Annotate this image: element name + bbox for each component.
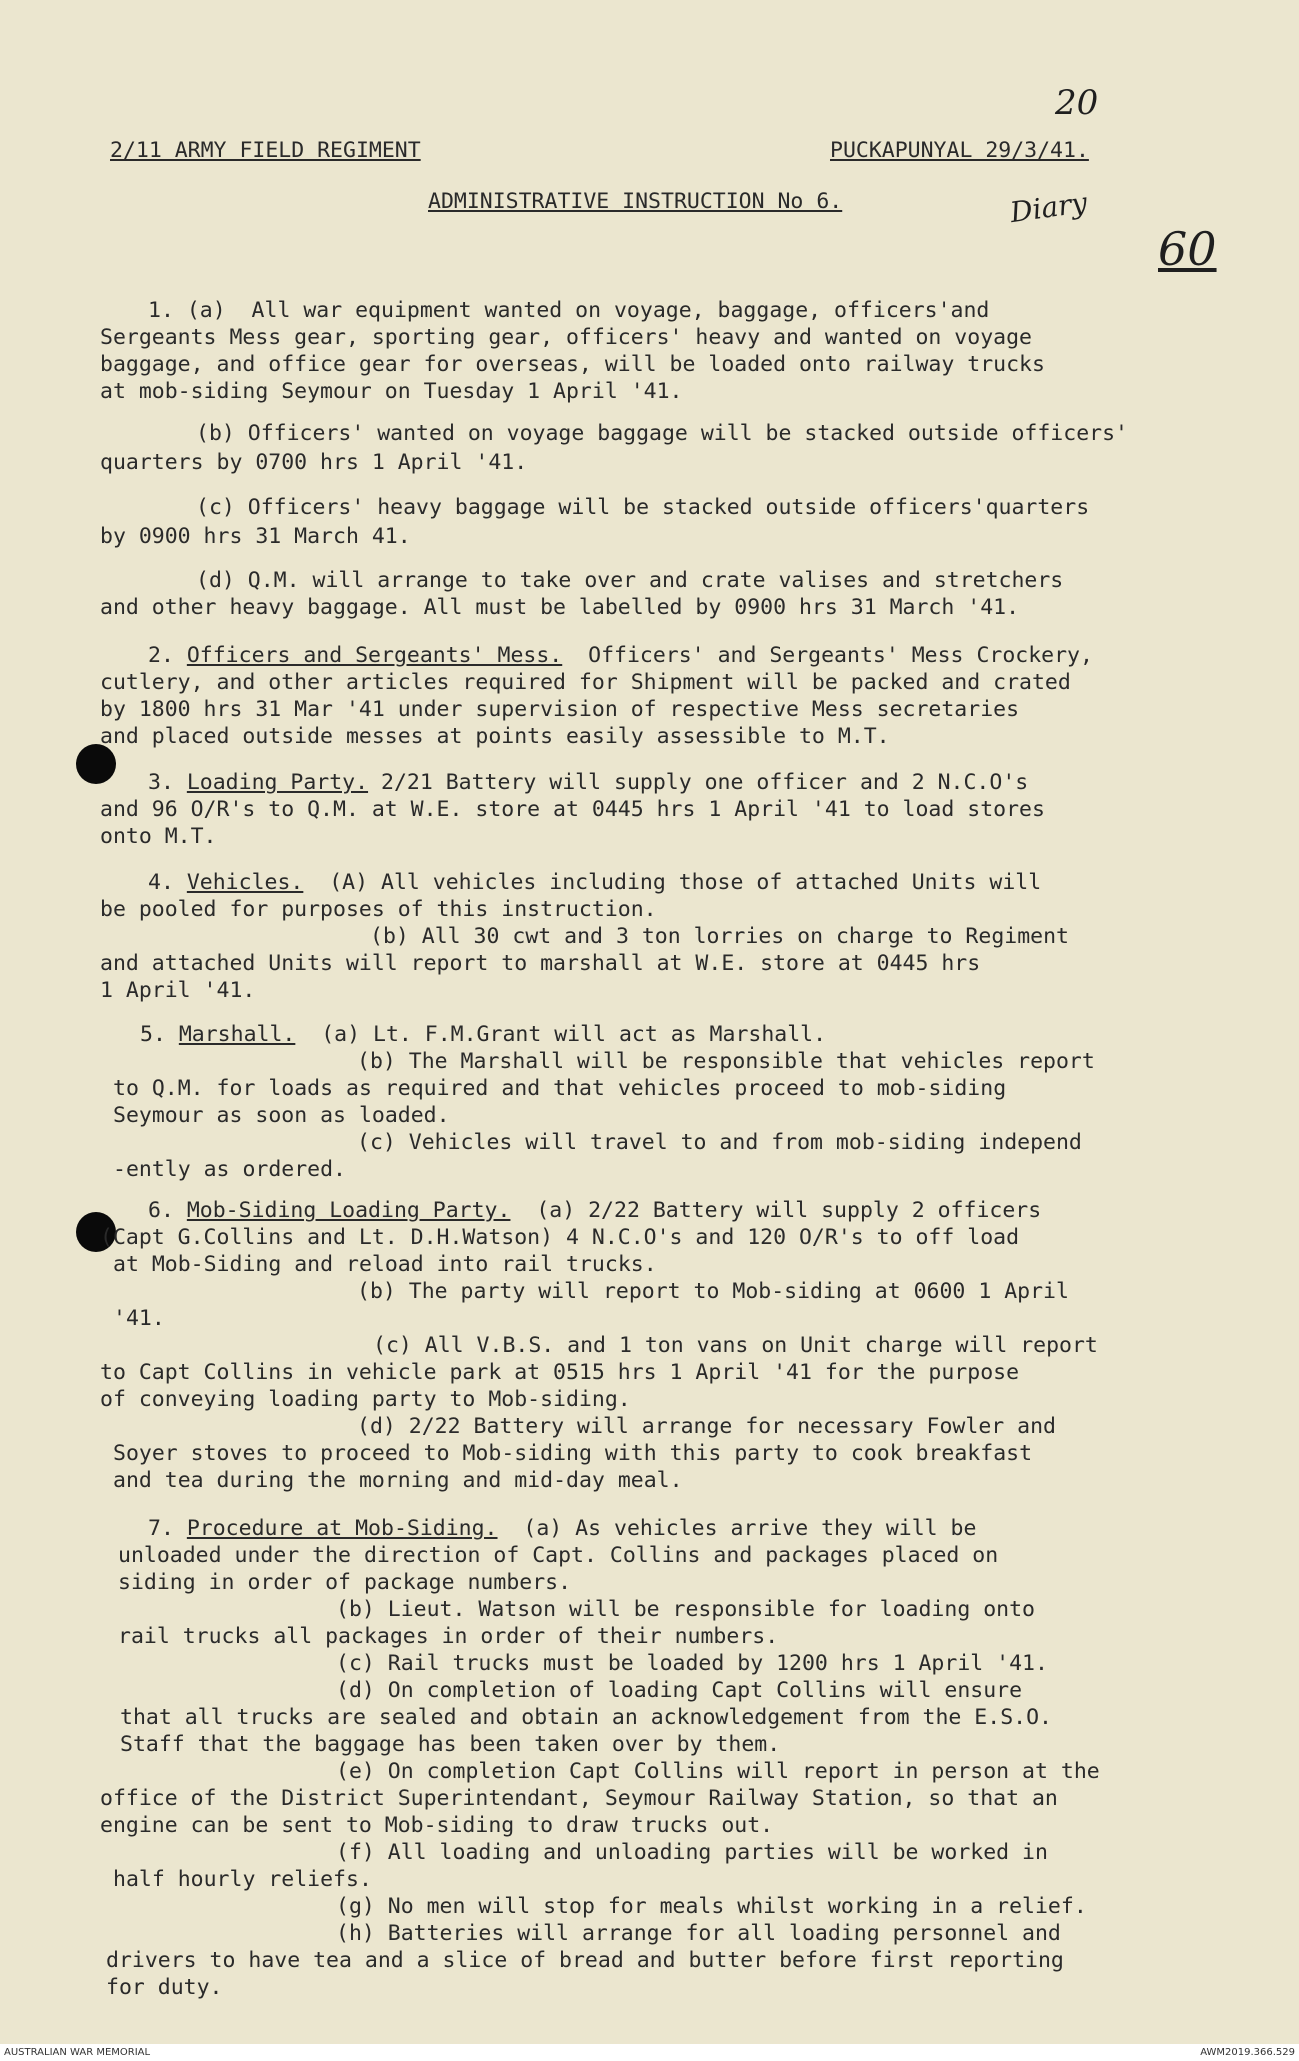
- paragraph-6-line: (d) 2/22 Battery will arrange for necessary Fowler and: [357, 1414, 1056, 1439]
- paragraph-2-line: cutlery, and other articles required for Shipment will be packed and crated: [100, 670, 1071, 695]
- handwritten-initials: Diary: [1008, 185, 1090, 230]
- paragraph-3-line: onto M.T.: [100, 824, 217, 849]
- paragraph-5-line: to Q.M. for loads as required and that vehicles proceed to mob-siding: [113, 1076, 1007, 1101]
- paragraph-7-line: (h) Batteries will arrange for all loading personnel and: [336, 1921, 1061, 1946]
- paragraph-7-line: (f) All loading and unloading parties will be worked in: [336, 1840, 1048, 1865]
- paragraph-6-line: and tea during the morning and mid-day meal.: [113, 1468, 683, 1493]
- paragraph-7-line: half hourly reliefs.: [113, 1867, 372, 1892]
- handwritten-page-number: 20: [1055, 83, 1099, 123]
- handwritten-folio-number: 60: [1158, 222, 1217, 276]
- paragraph-6-line: to Capt Collins in vehicle park at 0515 hrs 1 April '41 for the purpose: [100, 1360, 1020, 1385]
- paragraph-text: Officers' and Sergeants' Mess Crockery,: [562, 643, 1093, 668]
- section-heading-vehicles: Vehicles.: [186, 870, 304, 895]
- paragraph-2-line: and placed outside messes at points easily assessible to M.T.: [100, 724, 890, 749]
- paragraph-7-line: (c) Rail trucks must be loaded by 1200 hrs 1 April '41.: [336, 1651, 1048, 1676]
- paragraph-5-line: Seymour as soon as loaded.: [113, 1103, 450, 1128]
- section-heading-procedure: Procedure at Mob-Siding.: [186, 1516, 498, 1541]
- paragraph-number: 6.: [148, 1198, 187, 1223]
- paragraph-text: (A) All vehicles including those of attached Units will: [303, 870, 1042, 895]
- paragraph-text: (a) 2/22 Battery will supply 2 officers: [510, 1198, 1042, 1223]
- paragraph-3-line: and 96 O/R's to Q.M. at W.E. store at 0445 hrs 1 April '41 to load stores: [100, 797, 1045, 822]
- paragraph-6-line: at Mob-Siding and reload into rail trucks.: [113, 1252, 657, 1277]
- paragraph-number: 2.: [148, 643, 187, 668]
- paragraph-5-line: -ently as ordered.: [113, 1157, 346, 1182]
- paragraph-7-line: engine can be sent to Mob-siding to draw trucks out.: [100, 1813, 774, 1838]
- paragraph-6-line: (Capt G.Collins and Lt. D.H.Watson) 4 N.C.O's and 120 O/R's to off load: [100, 1225, 1020, 1250]
- paragraph-7-line: (g) No men will stop for meals whilst working in a relief.: [336, 1894, 1087, 1919]
- paragraph-number: 3.: [148, 770, 187, 795]
- paragraph-1c-line: by 0900 hrs 31 March 41.: [100, 524, 411, 549]
- punch-hole-top: [76, 744, 116, 784]
- paragraph-7-line: (e) On completion Capt Collins will report in person at the: [336, 1759, 1100, 1784]
- paragraph-2-line: by 1800 hrs 31 Mar '41 under supervision of respective Mess secretaries: [100, 697, 1020, 722]
- paragraph-7-line: Staff that the baggage has been taken over by them.: [120, 1732, 781, 1757]
- paragraph-1c-line: (c) Officers' heavy baggage will be stacked outside officers'quarters: [196, 495, 1090, 520]
- document-title: ADMINISTRATIVE INSTRUCTION No 6.: [428, 189, 843, 214]
- paragraph-text: (a) As vehicles arrive they will be: [497, 1516, 977, 1541]
- paragraph-7-line: [148, 1518, 976, 1540]
- paragraph-4-line: be pooled for purposes of this instruction.: [100, 897, 657, 922]
- paragraph-6-line: (c) All V.B.S. and 1 ton vans on Unit charge will report: [373, 1333, 1098, 1358]
- paragraph-4-line: [148, 872, 1041, 894]
- paragraph-7-line: unloaded under the direction of Capt. Collins and packages placed on: [118, 1543, 999, 1568]
- paragraph-5-line: (b) The Marshall will be responsible that vehicles report: [357, 1049, 1095, 1074]
- section-heading-marshall: Marshall.: [178, 1022, 296, 1047]
- paragraph-6-line: Soyer stoves to proceed to Mob-siding with this party to cook breakfast: [113, 1441, 1033, 1466]
- paragraph-7-line: rail trucks all packages in order of their numbers.: [118, 1624, 779, 1649]
- paragraph-text: 2/21 Battery will supply one officer and 2 N.C.O's: [368, 770, 1029, 795]
- paragraph-6-line: of conveying loading party to Mob-siding.: [100, 1387, 631, 1412]
- paragraph-5-line: (c) Vehicles will travel to and from mob-siding independ: [357, 1130, 1082, 1155]
- paragraph-2-line: [148, 645, 1093, 667]
- section-heading-mob-siding-party: Mob-Siding Loading Party.: [186, 1198, 511, 1223]
- paragraph-4-line: (b) All 30 cwt and 3 ton lorries on charge to Regiment: [370, 924, 1069, 949]
- paragraph-number: 7.: [148, 1516, 187, 1541]
- paragraph-number: 4.: [148, 870, 187, 895]
- paragraph-1b-line: quarters by 0700 hrs 1 April '41.: [100, 450, 528, 475]
- footer-source: AUSTRALIAN WAR MEMORIAL: [4, 2047, 151, 2058]
- paragraph-7-line: (b) Lieut. Watson will be responsible for loading onto: [336, 1597, 1035, 1622]
- paragraph-6-line: '41.: [113, 1306, 165, 1331]
- place-date: PUCKAPUNYAL 29/3/41.: [830, 138, 1089, 163]
- paragraph-1d-line: and other heavy baggage. All must be labelled by 0900 hrs 31 March '41.: [100, 595, 1020, 620]
- section-heading-mess: Officers and Sergeants' Mess.: [186, 643, 563, 668]
- paragraph-4-line: and attached Units will report to marshall at W.E. store at 0445 hrs: [100, 951, 981, 976]
- paragraph-7-line: that all trucks are sealed and obtain an acknowledgement from the E.S.O.: [120, 1705, 1052, 1730]
- paragraph-6-line: (b) The party will report to Mob-siding at 0600 1 April: [357, 1279, 1069, 1304]
- paragraph-4-line: 1 April '41.: [100, 978, 256, 1003]
- section-heading-loading-party: Loading Party.: [186, 770, 369, 795]
- paragraph-7-line: for duty.: [106, 1975, 223, 2000]
- paragraph-7-line: siding in order of package numbers.: [118, 1570, 572, 1595]
- paragraph-1b-line: (b) Officers' wanted on voyage baggage will be stacked outside officers': [196, 421, 1128, 446]
- paragraph-6-line: [148, 1200, 1041, 1222]
- paragraph-7-line: office of the District Superintendant, Seymour Railway Station, so that an: [100, 1786, 1058, 1811]
- paragraph-7-line: drivers to have tea and a slice of bread and butter before first reporting: [106, 1948, 1064, 1973]
- paragraph-1-line: Sergeants Mess gear, sporting gear, officers' heavy and wanted on voyage: [100, 325, 1032, 350]
- paragraph-1d-line: (d) Q.M. will arrange to take over and crate valises and stretchers: [196, 568, 1064, 593]
- paragraph-5-line: [140, 1024, 826, 1046]
- footer-accession-number: AWM2019.366.529: [1200, 2047, 1295, 2058]
- paragraph-7-line: (d) On completion of loading Capt Collins will ensure: [336, 1678, 1023, 1703]
- paragraph-number: 5.: [140, 1022, 179, 1047]
- paragraph-text: (a) Lt. F.M.Grant will act as Marshall.: [295, 1022, 827, 1047]
- paragraph-1-line: baggage, and office gear for overseas, will be loaded onto railway trucks: [100, 352, 1045, 377]
- paragraph-1-line: 1. (a) All war equipment wanted on voyage, baggage, officers'and: [148, 298, 990, 323]
- paragraph-1-line: at mob-siding Seymour on Tuesday 1 April '41.: [100, 379, 683, 404]
- unit-heading: 2/11 ARMY FIELD REGIMENT: [110, 138, 421, 163]
- paragraph-3-line: [148, 772, 1028, 794]
